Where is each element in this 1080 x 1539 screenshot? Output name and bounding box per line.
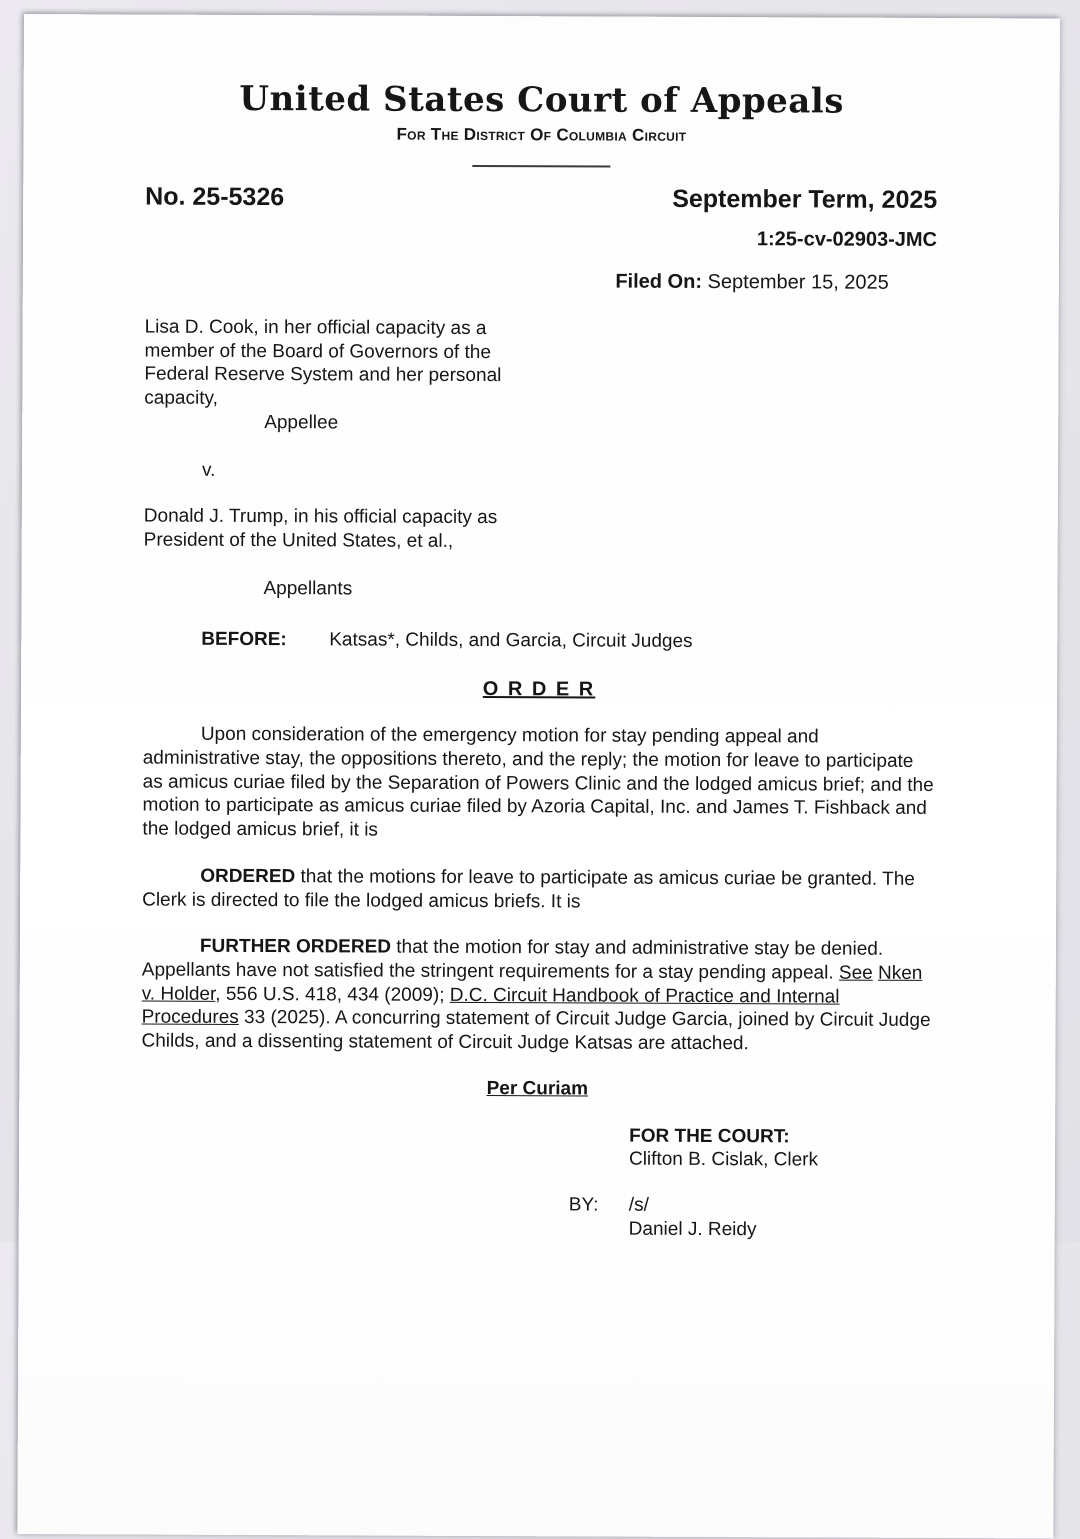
by-label: BY:	[568, 1194, 599, 1216]
before-label: BEFORE:	[201, 629, 287, 651]
by-line	[569, 1194, 933, 1219]
order-paragraph-2	[142, 864, 934, 915]
document-page	[17, 14, 1060, 1539]
per-curiam: Per Curiam	[486, 1077, 589, 1100]
court-division: For The District Of Columbia Circuit	[396, 124, 687, 145]
signature-mark: /s/	[628, 1194, 649, 1216]
handbook-citation: D.C. Circuit Handbook of Practice and Internal Procedures	[141, 984, 840, 1029]
order-paragraph-1: Upon consideration of the emergency motion for stay pending appeal and administrative stay, the oppositions thereto, and the reply; the motion for leave to participate as amicus curiae filed by the Separation of Powers Clinic and the lodged amicus brief; and the motion to participate as amicus curiae filed by Azoria Capital, Inc. and James T. Fishback and the lodged amicus brief, it is	[142, 724, 934, 841]
header-rule	[472, 165, 610, 168]
term-column	[615, 185, 937, 295]
term-label: September Term, 2025	[672, 184, 938, 214]
appellee-designation: Appellee	[264, 411, 339, 434]
judges-list: Katsas*, Childs, and Garcia, Circuit Judges	[329, 629, 693, 653]
versus: v.	[201, 459, 216, 481]
further-ordered-lead: FURTHER ORDERED	[199, 936, 392, 958]
docket-number: 1:25-cv-02903-JMC	[756, 228, 938, 251]
order-heading: O R D E R	[482, 678, 596, 701]
filed-on-line	[615, 271, 937, 295]
panel-line	[143, 629, 935, 654]
signature-block	[141, 1122, 934, 1242]
appellants-description: Donald J. Trump, in his official capacity as President of the United States, et al.,	[143, 505, 498, 552]
case-caption	[143, 316, 936, 604]
further-ordered-body-3: 33 (2025). A concurring statement of Circuit Judge Garcia, joined by Circuit Judge Childs, and a dissenting statement of Circuit Judge Katsas are attached.	[141, 1007, 931, 1055]
appellee-description: Lisa D. Cook, in her official capacity as a member of the Board of Governors of the Federal Reserve System and her personal capacity,	[144, 316, 502, 409]
case-meta-row	[145, 183, 937, 295]
appellants-designation: Appellants	[263, 577, 353, 600]
filed-on-date: September 15, 2025	[707, 270, 889, 294]
further-ordered-body-1: that the motion for stay and administrative stay be denied. Appellants have not satisfied the stringent requirements for a stay pending appeal.	[141, 936, 884, 984]
clerk-name: Clifton B. Cislak, Clerk	[628, 1149, 819, 1171]
case-number: No. 25-5326	[145, 182, 285, 212]
ordered-body: that the motions for leave to participate as amicus curiae be granted. The Clerk is directed to file the lodged amicus briefs. It is	[142, 866, 915, 912]
ordered-lead: ORDERED	[200, 865, 296, 888]
filed-on-label: Filed On:	[615, 270, 703, 293]
order-paragraph-3	[141, 935, 934, 1057]
court-name-heading: United States Court of Appeals	[239, 78, 844, 122]
further-ordered-body-2: , 556 U.S. 418, 434 (2009);	[215, 983, 450, 1006]
cite-signal: See	[838, 962, 873, 984]
for-the-court-label: FOR THE COURT:	[629, 1125, 790, 1148]
case-citation: Nken v. Holder	[141, 962, 923, 1005]
deputy-clerk-name: Daniel J. Reidy	[628, 1218, 757, 1241]
